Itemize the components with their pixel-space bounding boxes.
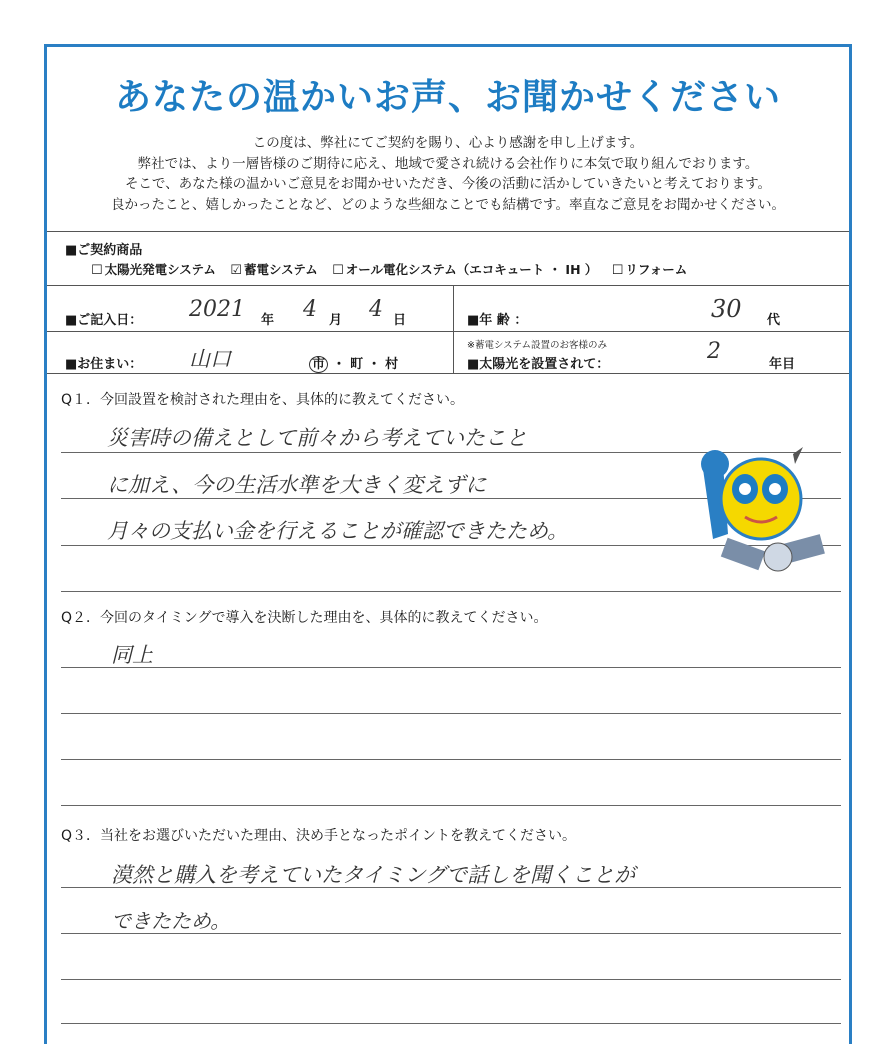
answer-1-line-1[interactable]: 災害時の備えとして前々から考えていたこと [107,426,527,450]
day-unit: 日 [393,313,407,328]
question-2: Q２．今回のタイミングで導入を決断した理由を、具体的に教えてください。 [61,610,548,626]
solar-years-value[interactable]: 2 [707,339,721,364]
answer-rule [61,759,841,760]
intro-line: そこで、あなた様の温かいご意見をお聞かせいただき、今後の活動に活かしていきたいと考えております。 [124,176,772,192]
date-label: ■ご記入日： [65,313,143,328]
answer-2-line-1[interactable]: 同上 [111,643,153,667]
checkbox-reform[interactable]: ☐ リフォーム [611,262,688,278]
contract-options [91,260,687,278]
divider [47,331,849,332]
answer-rule [61,591,841,592]
divider [47,373,849,374]
answer-rule [61,887,841,888]
age-label: ■年 齢 ： [467,313,528,328]
storage-note: ※蓄電システム設置のお客様のみ [467,340,608,351]
question-3: Q３．当社をお選びいただいた理由、決め手となったポイントを教えてください。 [61,828,577,844]
checkbox-all-electric[interactable]: ☐ オール電化システム（エコキュート ・ IH ） [332,262,598,278]
answer-1-line-3[interactable]: 月々の支払い金を行えることが確認できたため。 [107,519,569,543]
date-month[interactable]: 4 [303,297,317,322]
intro-line: この度は、弊社にてご契約を賜り、心より感謝を申し上げます。 [252,135,644,151]
divider [47,285,849,286]
year-unit: 年 [261,313,275,328]
answer-rule [61,805,841,806]
intro-line: 弊社では、より一層皆様のご期待に応え、地域で愛され続ける会社作りに本気で取り組んでおります。 [137,155,759,172]
survey-sheet [44,44,852,1044]
solar-years-unit: 年目 [769,357,796,372]
divider [47,231,849,232]
contract-heading: ■ご契約商品 [65,243,143,258]
checkbox-storage[interactable]: ☑ 蓄電システム [230,262,318,278]
age-value[interactable]: 30 [711,295,742,323]
residence-value[interactable]: 山口 [189,347,231,371]
question-1: Q１．今回設置を検討された理由を、具体的に教えてください。 [61,392,465,408]
answer-rule [61,667,841,668]
age-unit: 代 [767,313,781,328]
residence-label: ■お住まい： [65,357,143,372]
date-year[interactable]: 2021 [189,297,245,322]
page-title: あなたの温かいお声、お聞かせください [114,77,781,118]
city-option[interactable]: 市 ・ 町 ・ 村 [309,353,398,372]
solar-years-label: ■太陽光を設置されて： [467,357,610,372]
answer-1-line-2[interactable]: に加え、今の生活水準を大きく変えずに [107,473,487,497]
city-circled: 市 [309,356,328,373]
column-divider [453,285,454,373]
intro-text [47,133,849,215]
answer-rule [61,933,841,934]
checkbox-solar[interactable]: ☐ 太陽光発電システム [91,262,216,278]
answer-3-line-1[interactable]: 漠然と購入を考えていたタイミングで話しを聞くことが [111,863,636,887]
answer-rule [61,979,841,980]
date-day[interactable]: 4 [369,297,383,322]
answer-3-line-2[interactable]: できたため。 [111,909,231,933]
answer-rule [61,713,841,714]
intro-line: 良かったこと、嬉しかったことなど、どのような些細なことでも結構です。率直なご意見をお聞かせください。 [111,196,785,213]
sun-mascot-illustration [683,439,843,589]
month-unit: 月 [329,313,343,328]
